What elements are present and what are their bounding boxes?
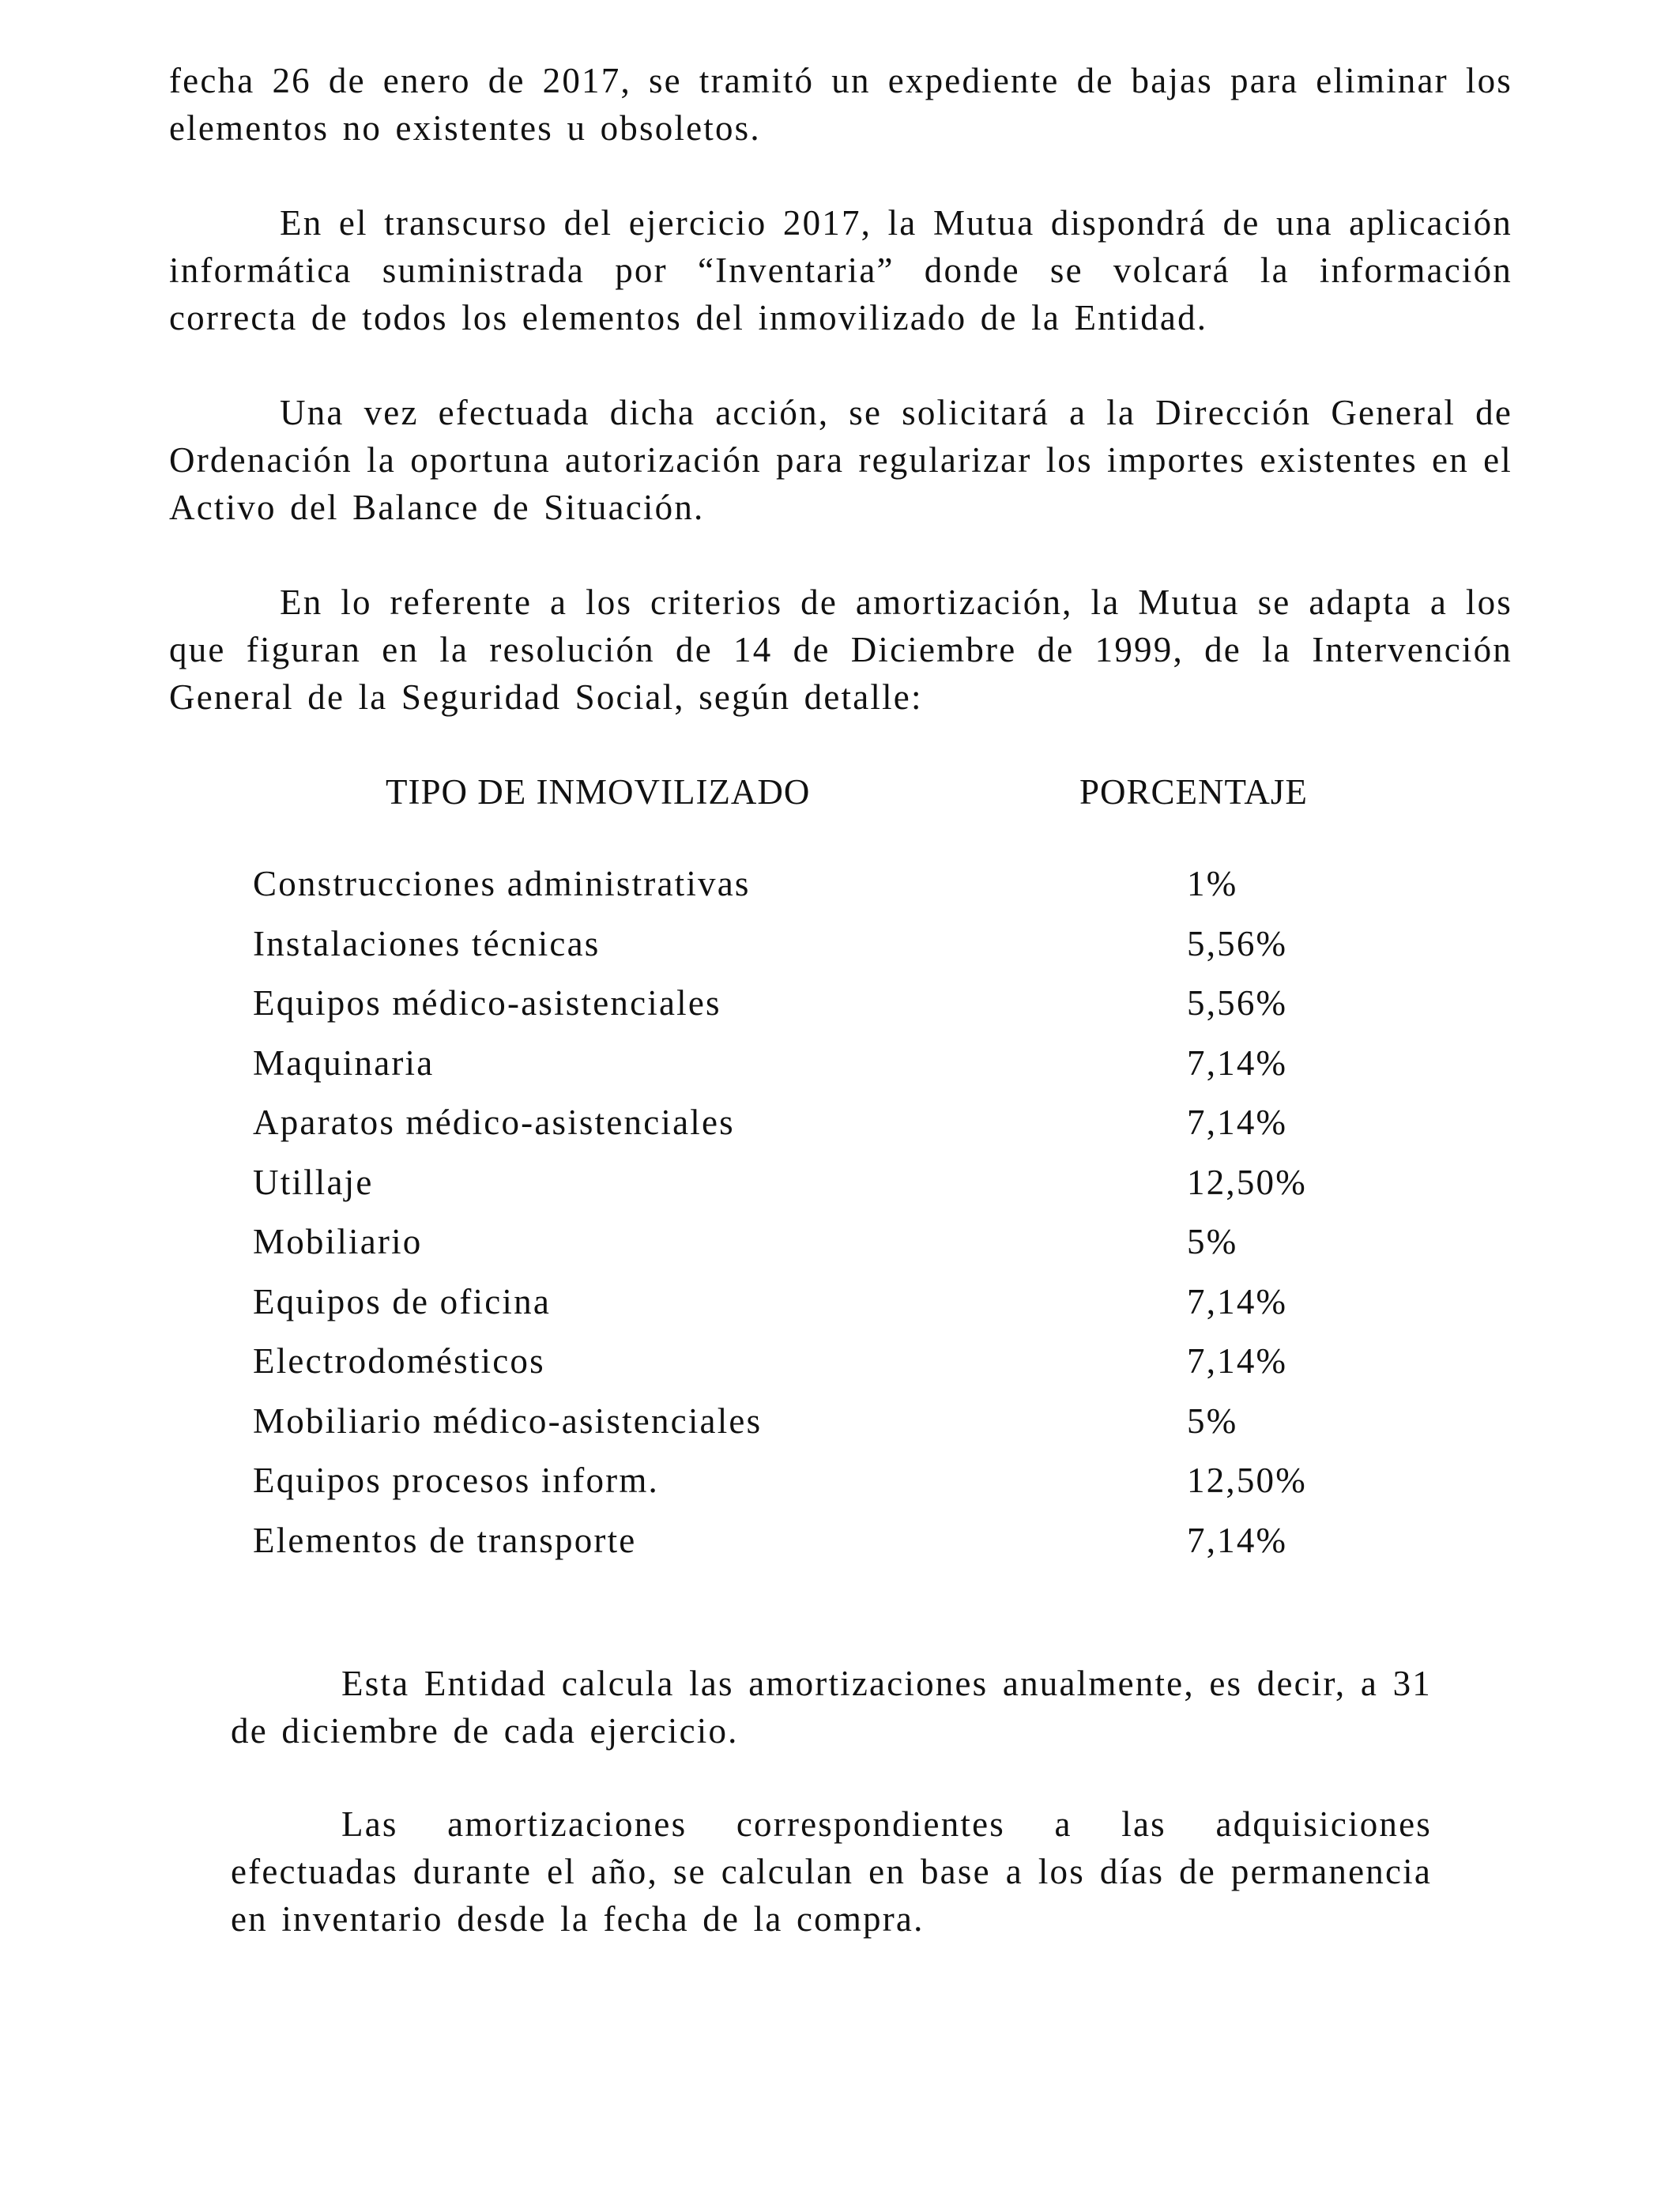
row-tipo: Elementos de transporte — [253, 1520, 637, 1560]
table-row — [253, 1278, 1438, 1338]
paragraph-bajas: fecha 26 de enero de 2017, se tramitó un expediente de bajas para eliminar los elementos no existentes u obsoletos. — [169, 61, 1512, 148]
row-porcentaje: 5,56% — [1187, 983, 1288, 1023]
row-porcentaje: 12,50% — [1187, 1461, 1307, 1500]
row-porcentaje: 7,14% — [1187, 1341, 1288, 1381]
table-row — [253, 1457, 1438, 1517]
row-porcentaje: 5% — [1187, 1222, 1238, 1261]
table-row — [253, 920, 1438, 980]
row-tipo: Maquinaria — [253, 1042, 435, 1083]
table-row — [253, 1517, 1438, 1577]
table-row — [253, 1039, 1438, 1099]
paragraph-criterios: En lo referente a los criterios de amortización, la Mutua se adapta a los que figuran en la resolución de 14 de Diciembre de 1999, de la Intervención General de la Seguridad Social, según detalle: — [169, 582, 1512, 717]
table-row — [253, 860, 1438, 920]
paragraph-adquisiciones: Las amortizaciones correspondientes a las adquisiciones efectuadas durante el año, se calculan en base a los días de permanencia en inventario desde la fecha de la compra. — [231, 1804, 1432, 1939]
table-row — [253, 1397, 1438, 1457]
table-row — [253, 1337, 1438, 1397]
row-tipo: Construcciones administrativas — [253, 864, 751, 903]
table-row — [253, 1218, 1438, 1278]
row-tipo: Mobiliario médico-asistenciales — [253, 1400, 763, 1441]
table-row — [253, 979, 1438, 1039]
row-tipo: Equipos procesos inform. — [253, 1461, 659, 1500]
row-tipo: Aparatos médico-asistenciales — [253, 1103, 735, 1142]
table-row — [253, 1159, 1438, 1219]
amortization-table — [253, 860, 1438, 1576]
table-header-tipo: TIPO DE INMOVILIZADO — [386, 772, 811, 812]
row-porcentaje: 5% — [1187, 1400, 1238, 1441]
row-porcentaje: 7,14% — [1187, 1042, 1288, 1083]
row-tipo: Equipos de oficina — [253, 1281, 552, 1321]
row-porcentaje: 1% — [1187, 864, 1238, 903]
row-tipo: Utillaje — [253, 1162, 374, 1202]
paragraph-inventaria: En el transcurso del ejercicio 2017, la Mutua dispondrá de una aplicación informática suministrada por “Inventaria” donde se volcará la información correcta de todos los elementos del inmovilizado de la Entidad. — [169, 203, 1512, 337]
row-tipo: Electrodomésticos — [253, 1341, 545, 1381]
row-tipo: Instalaciones técnicas — [253, 923, 601, 963]
row-porcentaje: 7,14% — [1187, 1520, 1288, 1560]
paragraph-autorizacion: Una vez efectuada dicha acción, se solicitará a la Dirección General de Ordenación la oportuna autorización para regularizar los importes existentes en el Activo del Balance de Situación. — [169, 393, 1512, 527]
paragraph-calculo-anual: Esta Entidad calcula las amortizaciones anualmente, es decir, a 31 de diciembre de cada ejercicio. — [231, 1664, 1432, 1751]
row-porcentaje: 7,14% — [1187, 1103, 1288, 1142]
table-header-porcentaje: PORCENTAJE — [1079, 772, 1308, 812]
row-tipo: Equipos médico-asistenciales — [253, 983, 721, 1023]
row-porcentaje: 12,50% — [1187, 1162, 1307, 1202]
row-porcentaje: 7,14% — [1187, 1281, 1288, 1321]
row-tipo: Mobiliario — [253, 1222, 423, 1261]
row-porcentaje: 5,56% — [1187, 923, 1288, 963]
table-row — [253, 1099, 1438, 1159]
